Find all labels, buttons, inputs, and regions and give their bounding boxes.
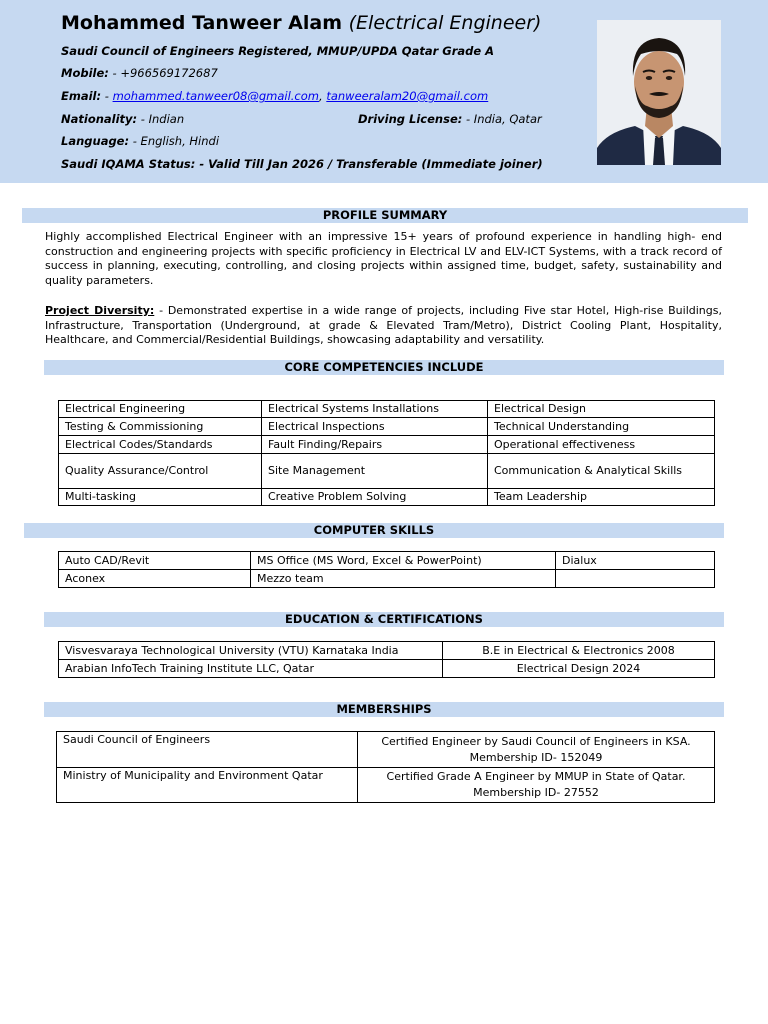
table-cell: Site Management <box>262 454 488 489</box>
computer-skills-table <box>58 551 715 588</box>
membership-id: Membership ID- 152049 <box>469 750 603 764</box>
table-row <box>59 570 715 588</box>
nationality-value: - Indian <box>137 112 185 126</box>
table-cell: Multi-tasking <box>59 489 262 506</box>
resume-header <box>0 0 768 183</box>
mobile-line <box>61 66 218 80</box>
portrait-image <box>597 20 721 165</box>
name-text: Mohammed Tanweer Alam <box>61 12 343 34</box>
email-link-primary[interactable]: mohammed.tanweer08@gmail.com <box>112 89 319 103</box>
table-cell <box>556 570 715 588</box>
table-row <box>59 552 715 570</box>
table-cell: Testing & Commissioning <box>59 418 262 436</box>
section-title-memberships: MEMBERSHIPS <box>44 702 724 717</box>
table-row <box>59 660 715 678</box>
memberships-table <box>56 731 715 803</box>
table-cell: Operational effectiveness <box>488 436 715 454</box>
table-row <box>59 642 715 660</box>
table-cell: Dialux <box>556 552 715 570</box>
table-cell: Electrical Engineering <box>59 401 262 418</box>
registration-text: Saudi Council of Engineers Registered, MMUP/UPDA Qatar Grade A <box>61 44 495 58</box>
profile-summary: Highly accomplished Electrical Engineer with an impressive 15+ years of profound experience in handling high- end construction and engineering projects with specific proficiency in Electrical LV and ELV-ICT Systems, with a track record of success in planning, executing, controlling, and closing projects within assigned time, budget, safety, sustainability and quality parameters. <box>45 230 722 287</box>
table-cell: Aconex <box>59 570 251 588</box>
section-title-competencies: CORE COMPETENCIES INCLUDE <box>44 360 724 375</box>
table-cell <box>358 732 715 768</box>
license-value: - India, Qatar <box>462 112 542 126</box>
membership-certification: Certified Grade A Engineer by MMUP in State of Qatar. <box>386 770 686 783</box>
section-title-profile: PROFILE SUMMARY <box>22 208 748 223</box>
table-cell: Auto CAD/Revit <box>59 552 251 570</box>
job-role: (Electrical Engineer) <box>348 12 542 34</box>
table-row <box>59 418 715 436</box>
diversity-label: Project Diversity: <box>45 304 155 317</box>
table-row <box>59 489 715 506</box>
language-value: - English, Hindi <box>129 134 220 148</box>
table-cell: B.E in Electrical & Electronics 2008 <box>443 642 715 660</box>
email-separator: , <box>319 89 327 103</box>
table-cell: Electrical Inspections <box>262 418 488 436</box>
section-title-computer-skills: COMPUTER SKILLS <box>24 523 724 538</box>
email-separator: - <box>101 89 113 103</box>
language-line <box>61 134 219 148</box>
table-row <box>59 401 715 418</box>
language-label: Language: <box>61 134 130 148</box>
table-cell: Ministry of Municipality and Environment Qatar <box>57 768 358 803</box>
table-cell: Electrical Design <box>488 401 715 418</box>
iqama-line <box>61 157 543 171</box>
table-cell: Electrical Systems Installations <box>262 401 488 418</box>
table-cell: Quality Assurance/Control <box>59 454 262 489</box>
profile-photo <box>597 20 721 165</box>
registration-line <box>61 44 494 58</box>
table-cell <box>358 768 715 803</box>
table-cell: Visvesvaraya Technological University (VTU) Karnataka India <box>59 642 443 660</box>
table-cell: MS Office (MS Word, Excel & PowerPoint) <box>251 552 556 570</box>
iqama-text: Saudi IQAMA Status: - Valid Till Jan 2026 / Transferable (Immediate joiner) <box>61 157 543 171</box>
nationality-line <box>61 112 184 126</box>
membership-certification: Certified Engineer by Saudi Council of Engineers in KSA. <box>381 734 691 748</box>
table-cell: Technical Understanding <box>488 418 715 436</box>
table-row <box>59 454 715 489</box>
table-cell: Fault Finding/Repairs <box>262 436 488 454</box>
table-row <box>57 732 715 768</box>
license-line <box>358 112 542 126</box>
project-diversity <box>45 304 722 348</box>
section-title-education: EDUCATION & CERTIFICATIONS <box>44 612 724 627</box>
table-row <box>59 436 715 454</box>
nationality-label: Nationality: <box>61 112 138 126</box>
table-cell: Mezzo team <box>251 570 556 588</box>
email-link-secondary[interactable]: tanweeralam20@gmail.com <box>326 89 489 103</box>
table-cell: Electrical Design 2024 <box>443 660 715 678</box>
license-label: Driving License: <box>358 112 463 126</box>
table-cell: Arabian InfoTech Training Institute LLC, Qatar <box>59 660 443 678</box>
table-cell: Team Leadership <box>488 489 715 506</box>
email-line <box>61 89 488 103</box>
mobile-label: Mobile: <box>61 66 109 80</box>
education-table <box>58 641 715 678</box>
table-cell: Creative Problem Solving <box>262 489 488 506</box>
mobile-value: - +966569172687 <box>108 66 218 80</box>
competencies-table <box>58 400 715 506</box>
email-label: Email: <box>61 89 102 103</box>
table-cell: Saudi Council of Engineers <box>57 732 358 768</box>
table-row <box>57 768 715 803</box>
diversity-text: - Demonstrated expertise in a wide range of projects, including Five star Hotel, High-rise Buildings, Infrastructure, Transportation (Underground, at grade & Elevated Tram/Metro), District Cooling Plant, Hospitality, Healthcare, and Commercial/Residential Buildings, showcasing adaptability and versatility. <box>45 304 722 346</box>
table-cell: Communication & Analytical Skills <box>488 454 715 489</box>
candidate-name <box>61 12 541 34</box>
membership-id: Membership ID- 27552 <box>473 786 599 799</box>
table-cell: Electrical Codes/Standards <box>59 436 262 454</box>
